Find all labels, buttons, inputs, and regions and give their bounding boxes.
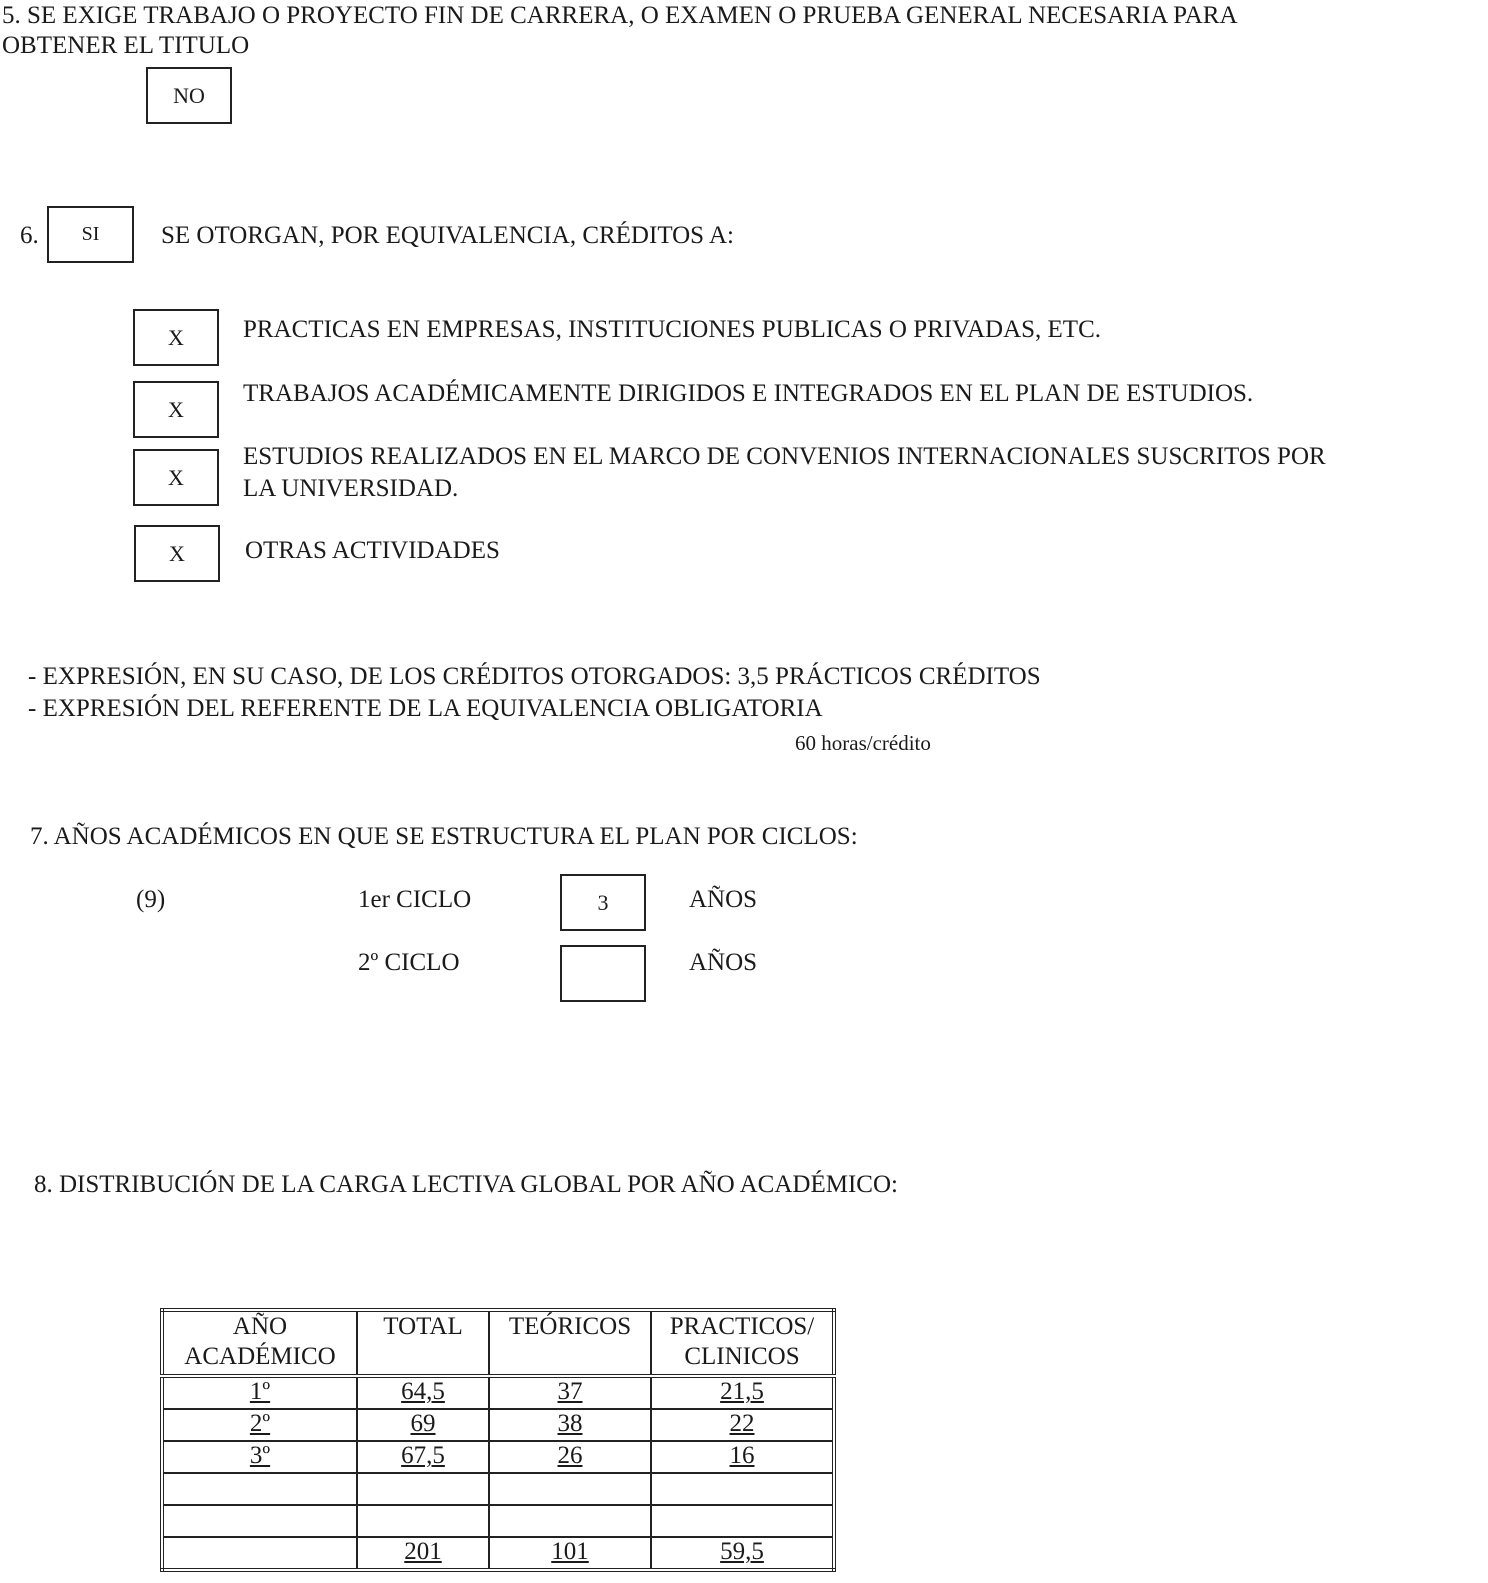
section8-title: 8. DISTRIBUCIÓN DE LA CARGA LECTIVA GLOBAL POR AÑO ACADÉMICO: bbox=[34, 1171, 898, 1198]
cell-teoricos: 38 bbox=[489, 1409, 651, 1441]
section6-number: 6. bbox=[20, 222, 39, 249]
cell-total bbox=[357, 1473, 489, 1505]
header-teoricos: TEÓRICOS bbox=[489, 1310, 651, 1376]
table-row bbox=[162, 1376, 834, 1409]
cell-total-year bbox=[162, 1537, 357, 1570]
cell-total: 64,5 bbox=[357, 1376, 489, 1409]
option-trabajos-checkbox: X bbox=[133, 381, 219, 438]
table-totals-row bbox=[162, 1537, 834, 1570]
credits-expression: - EXPRESIÓN, EN SU CASO, DE LOS CRÉDITOS OTORGADOS: 3,5 PRÁCTICOS CRÉDITOS bbox=[28, 663, 1041, 690]
option-otras-label: OTRAS ACTIVIDADES bbox=[245, 537, 500, 564]
cell-total-practicos: 59,5 bbox=[651, 1537, 834, 1570]
table-row bbox=[162, 1409, 834, 1441]
cell-teoricos: 26 bbox=[489, 1441, 651, 1473]
cycle1-unit: AÑOS bbox=[689, 886, 758, 913]
cell-teoricos: 37 bbox=[489, 1376, 651, 1409]
cell-year: 1º bbox=[162, 1376, 357, 1409]
section7-title: 7. AÑOS ACADÉMICOS EN QUE SE ESTRUCTURA EL PLAN POR CICLOS: bbox=[30, 823, 858, 850]
cell-practicos: 22 bbox=[651, 1409, 834, 1441]
table-header-row bbox=[162, 1310, 834, 1376]
cell-practicos bbox=[651, 1505, 834, 1537]
referent-expression: - EXPRESIÓN DEL REFERENTE DE LA EQUIVALENCIA OBLIGATORIA bbox=[28, 695, 823, 722]
cell-total-teoricos: 101 bbox=[489, 1537, 651, 1570]
cycle2-label: 2º CICLO bbox=[358, 949, 460, 976]
option-trabajos-label: TRABAJOS ACADÉMICAMENTE DIRIGIDOS E INTEGRADOS EN EL PLAN DE ESTUDIOS. bbox=[243, 380, 1254, 407]
section7-note: (9) bbox=[136, 886, 166, 913]
option-otras-checkbox: X bbox=[134, 525, 220, 582]
header-practicos-clinicos: PRACTICOS/ CLINICOS bbox=[651, 1310, 834, 1376]
cell-practicos: 21,5 bbox=[651, 1376, 834, 1409]
section6-answer-box: SI bbox=[47, 206, 134, 263]
option-practicas-label: PRACTICAS EN EMPRESAS, INSTITUCIONES PUBLICAS O PRIVADAS, ETC. bbox=[243, 316, 1101, 343]
cell-year: 2º bbox=[162, 1409, 357, 1441]
option-estudios-checkbox: X bbox=[133, 449, 219, 506]
cell-teoricos bbox=[489, 1473, 651, 1505]
cell-total bbox=[357, 1505, 489, 1537]
option-estudios-label-line1: ESTUDIOS REALIZADOS EN EL MARCO DE CONVENIOS INTERNACIONALES SUSCRITOS POR bbox=[243, 443, 1326, 470]
cycle1-label: 1er CICLO bbox=[358, 886, 472, 913]
section5-answer-box: NO bbox=[146, 67, 232, 124]
table-row bbox=[162, 1505, 834, 1537]
cell-year: 3º bbox=[162, 1441, 357, 1473]
cell-total: 67,5 bbox=[357, 1441, 489, 1473]
cycle2-unit: AÑOS bbox=[689, 949, 758, 976]
referent-value: 60 horas/crédito bbox=[795, 731, 931, 755]
option-practicas-checkbox: X bbox=[133, 309, 219, 366]
header-ano-academico: AÑO ACADÉMICO bbox=[162, 1310, 357, 1376]
cell-total: 69 bbox=[357, 1409, 489, 1441]
cycle2-years-box bbox=[560, 945, 646, 1002]
cell-teoricos bbox=[489, 1505, 651, 1537]
cell-practicos bbox=[651, 1473, 834, 1505]
table-row bbox=[162, 1473, 834, 1505]
cycle1-years-box: 3 bbox=[560, 874, 646, 931]
cell-year bbox=[162, 1505, 357, 1537]
cell-total-total: 201 bbox=[357, 1537, 489, 1570]
section5-question-line1: 5. SE EXIGE TRABAJO O PROYECTO FIN DE CARRERA, O EXAMEN O PRUEBA GENERAL NECESARIA PARA bbox=[2, 2, 1238, 29]
section5-question-line2: OBTENER EL TITULO bbox=[2, 32, 250, 59]
carga-lectiva-table bbox=[160, 1308, 836, 1572]
table-row bbox=[162, 1441, 834, 1473]
header-total: TOTAL bbox=[357, 1310, 489, 1376]
cell-practicos: 16 bbox=[651, 1441, 834, 1473]
cell-year bbox=[162, 1473, 357, 1505]
section6-title: SE OTORGAN, POR EQUIVALENCIA, CRÉDITOS A: bbox=[161, 222, 734, 249]
option-estudios-label-line2: LA UNIVERSIDAD. bbox=[243, 475, 459, 502]
